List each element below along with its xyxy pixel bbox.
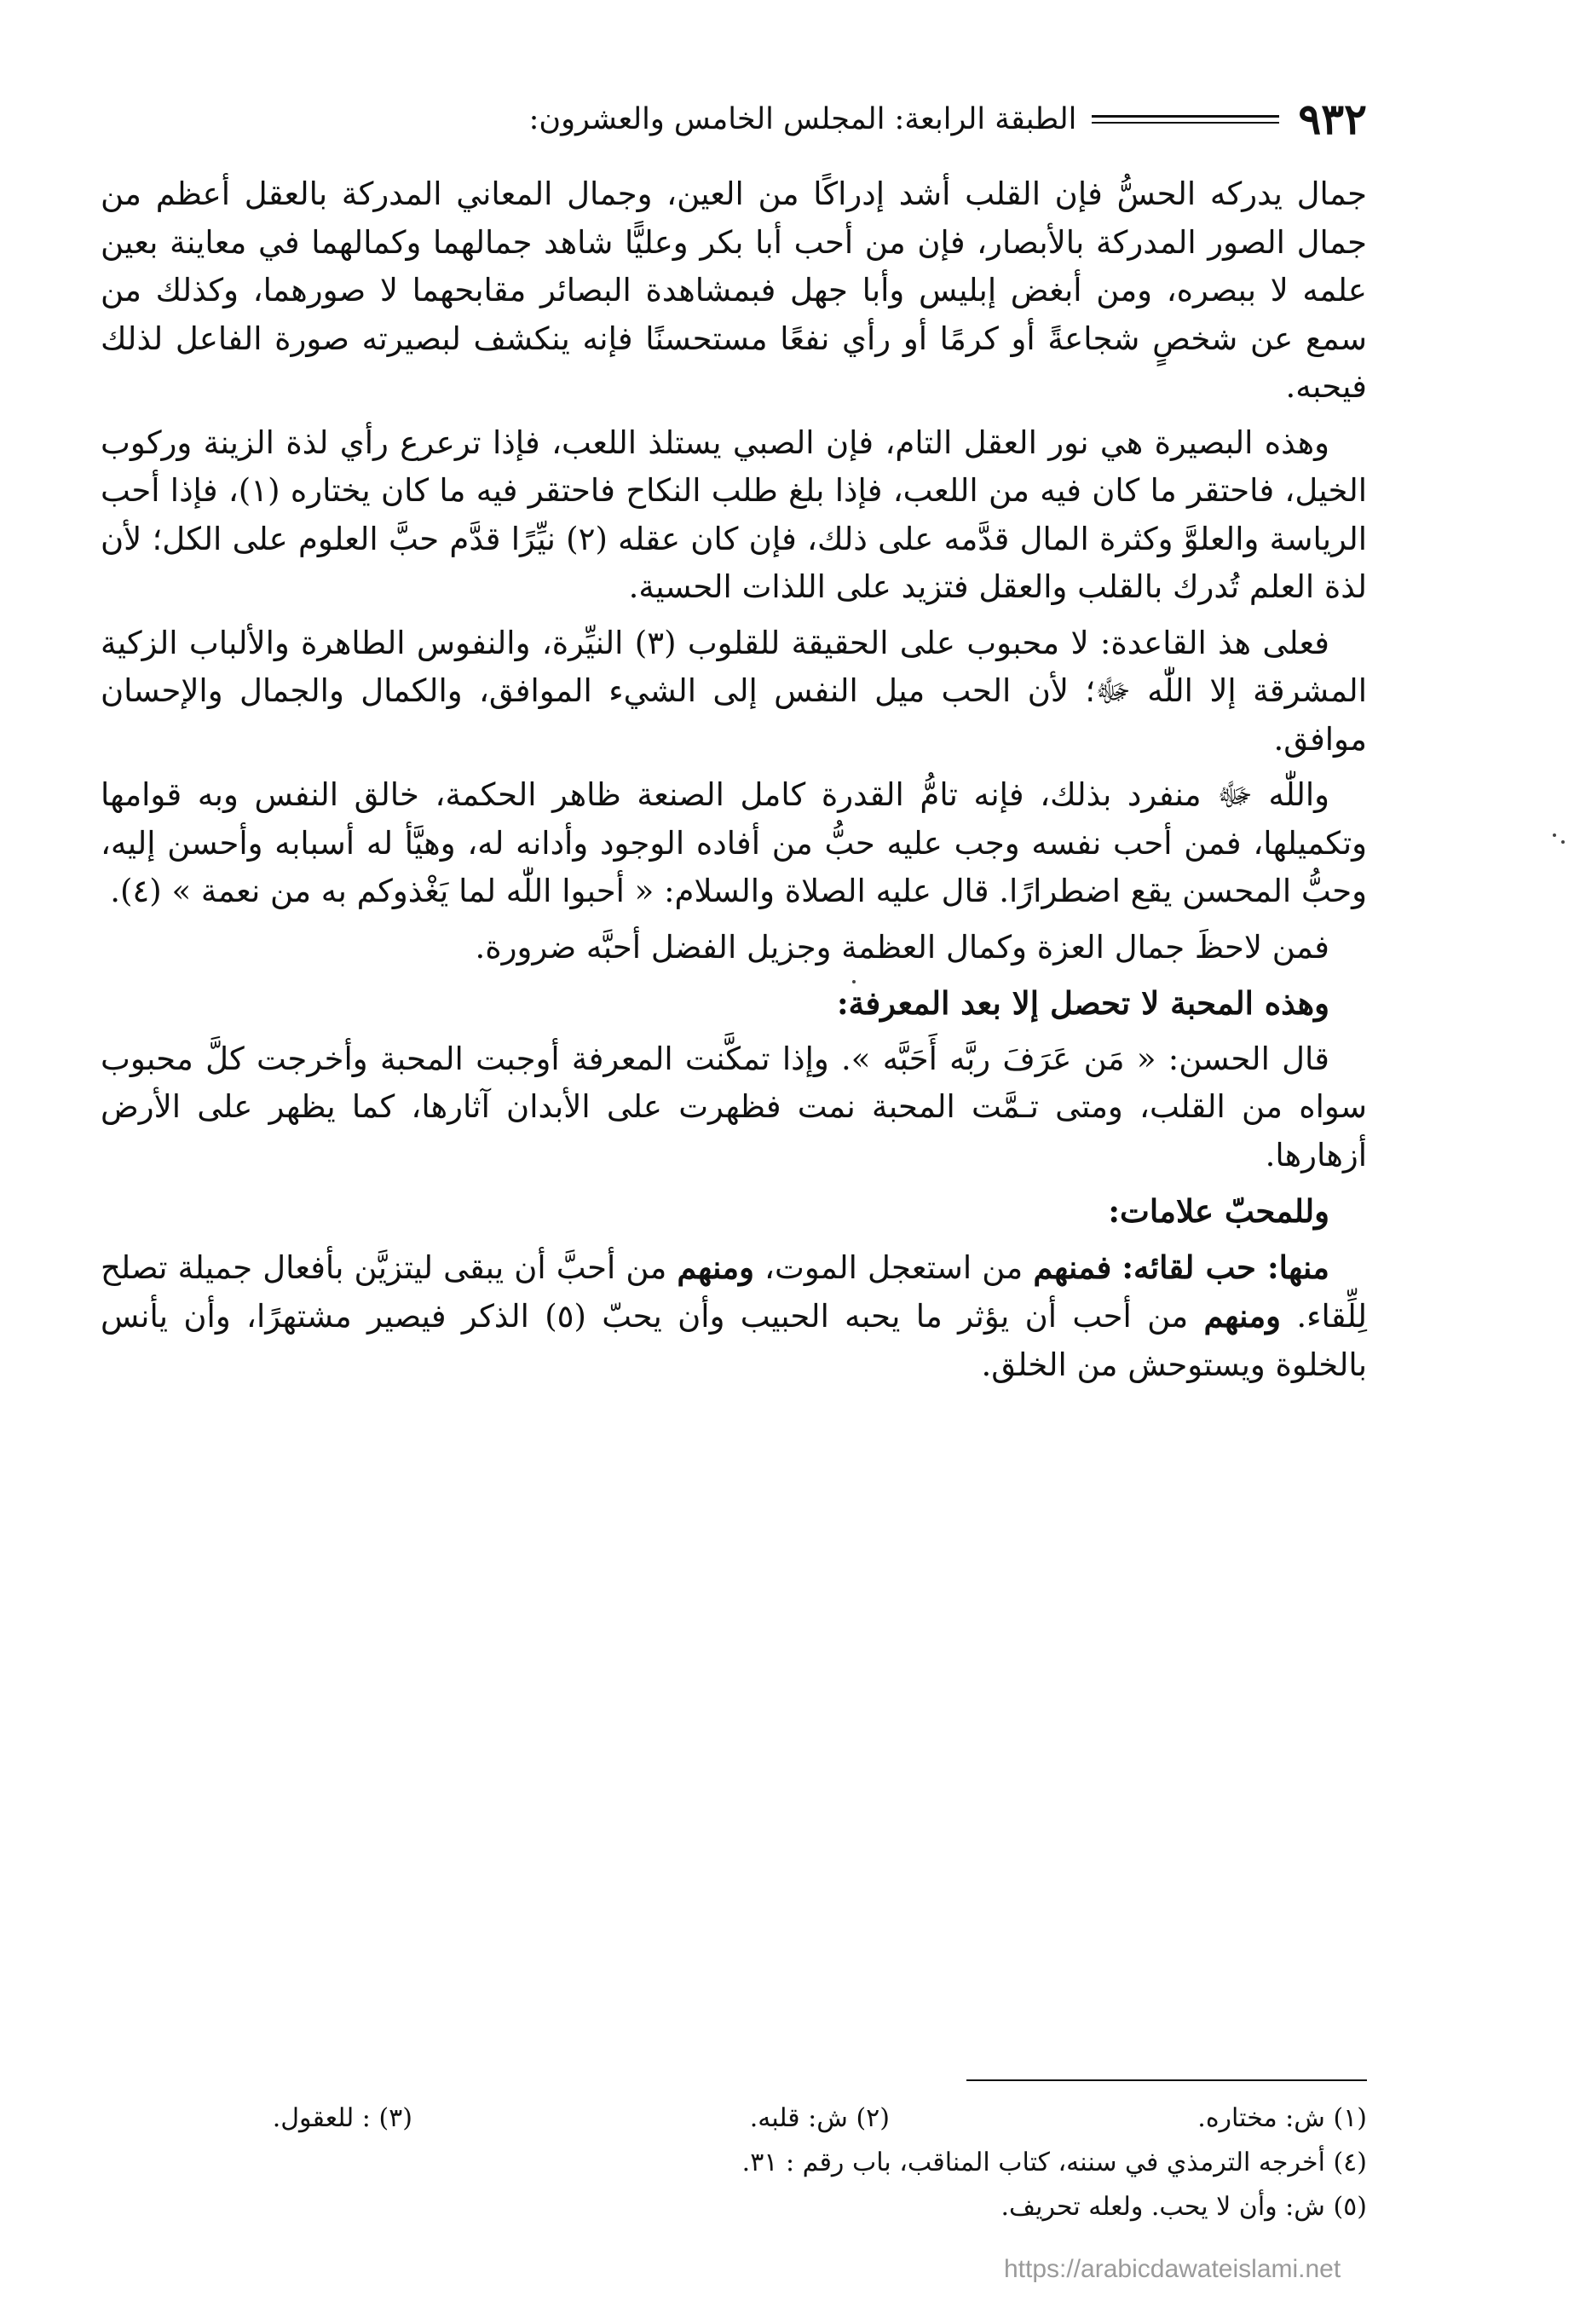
scan-speck (1553, 833, 1556, 837)
paragraph-7-lead: منها: حب لقائه: (1122, 1248, 1329, 1286)
source-watermark: https://arabicdawateislami.net (1004, 2255, 1341, 2283)
footnote-row (101, 2141, 1367, 2185)
page-header (101, 85, 1367, 153)
paragraph-7-part-1: من استعجل الموت، (753, 1249, 1034, 1286)
footnote-2: (٢) ش: قلبه. (749, 2103, 890, 2133)
header-rule (1092, 115, 1279, 124)
subheading-knowledge: وهذه المحبة لا تحصل إلا بعد المعرفة: (836, 984, 1329, 1022)
paragraph-7 (101, 1243, 1367, 1390)
scan-speck (1561, 840, 1565, 844)
page-number: ٩٣٢ (1298, 94, 1367, 144)
footnote-row (101, 2185, 1367, 2229)
running-head: الطبقة الرابعة: المجلس الخامس والعشرون: (528, 102, 1077, 136)
paragraph-3: فعلى هذ القاعدة: لا محبوب على الحقيقة للقلوب (٣) النيِّرة، والنفوس الطاهرة والألباب الزكية المشرقة إلا اللّٰه ﷻ؛ لأن الحب ميل النفس إلى الشيء الموافق، والكمال والجمال والإحسان موافق. (101, 624, 1367, 758)
footnote-5: (٥) ش: وأن لا يحب. ولعله تحريف. (1000, 2192, 1367, 2222)
paragraph-7-keyword-1: فمنهم (1033, 1248, 1112, 1286)
footnote-separator (966, 2079, 1367, 2081)
paragraph-1: جمال يدركه الحسُّ فإن القلب أشد إدراكًا من العين، وجمال المعاني المدركة بالعقل أعظم من جمال الصور المدركة بالأبصار، فإن من أحب أبا بكر وعليًّا شاهد جمالهما وكمالهما في معاينة بعين علمه لا ببصره، ومن أبغض إبليس وأبا جهل فبمشاهدة البصائر مقابحهما لا صورهما، وكذلك من سمع عن شخصٍ شجاعةً أو كرمًا أو رأي نفعًا مستحسنًا فإنه ينكشف لبصيرته صورة الفاعل لذلك فيحبه. (101, 176, 1367, 405)
paragraph-2: وهذه البصيرة هي نور العقل التام، فإن الصبي يستلذ اللعب، فإذا ترعرع رأي لذة الزينة وركوب الخيل، فاحتقر ما كان فيه من اللعب، فإذا بلغ طلب النكاح فاحتقر فيه ما كان يختاره (١)، فإذا أحب الرياسة والعلوَّ وكثرة المال قدَّمه على ذلك، فإن كان عقله (٢) نيِّرًا قدَّم حبَّ العلوم على الكل؛ لأن لذة العلم تُدرك بالقلب والعقل فتزيد على اللذات الحسية. (101, 424, 1368, 605)
paragraph-7-keyword-3: ومنهم (1203, 1297, 1281, 1335)
paragraph-4: واللّٰه ﷻ منفرد بذلك، فإنه تامُّ القدرة كامل الصنعة ظاهر الحكمة، خالق النفس وبه قوامها وتكميلها، فمن أحب نفسه وجب عليه حبُّ من أفاده الوجود وأدانه له، وهيَّأ له أسبابه وأحسن إليه، وحبُّ المحسن يقع اضطرارًا. قال عليه الصلاة والسلام: « أحبوا اللّٰه لما يَغْذوكم به من نعمة » (٤). (101, 776, 1367, 909)
paragraph-7-keyword-2: ومنهم (677, 1248, 754, 1286)
footnote-row (101, 2096, 1367, 2141)
paragraph-7-space (1111, 1249, 1122, 1286)
body-text (101, 170, 1367, 1397)
paragraph-7-part-3: من أحب أن يؤثر ما يحبه الحبيب وأن يحبّ (٥) الذكر فيصير مشتهرًا، وأن يأنس بالخلوة ويستوحش من الخلق. (101, 1298, 1367, 1383)
book-page (101, 85, 1367, 2267)
paragraph-7-part-2: من أحبَّ أن يبقى ليتزيَّن بأفعال جميلة تصلح لِلِّقاء. (101, 1249, 1367, 1335)
paragraph-5: فمن لاحظَ جمال العزة وكمال العظمة وجزيل الفضل أحبَّه ضرورة. (475, 928, 1329, 966)
footnote-1: (١) ش: مختاره. (1197, 2103, 1367, 2133)
paragraph-6: قال الحسن: « مَن عَرَفَ ربَّه أَحَبَّه ». وإذا تمكَّنت المعرفة أوجبت المحبة وأخرجت كلَّ محبوب سواه من القلب، ومتى تـمَّت المحبة نمت فظهرت على الأبدان آثارها، كما يظهر على الأرض أزهارها. (101, 1040, 1367, 1174)
subheading-signs: وللمحبّ علامات: (1108, 1192, 1329, 1230)
scan-speck (852, 980, 856, 983)
footnotes (101, 2096, 1367, 2229)
footnote-4: (٤) أخرجه الترمذي في سننه، كتاب المناقب، باب رقم : ٣١. (741, 2148, 1367, 2177)
footnote-3: (٣) : للعقول. (272, 2103, 412, 2133)
